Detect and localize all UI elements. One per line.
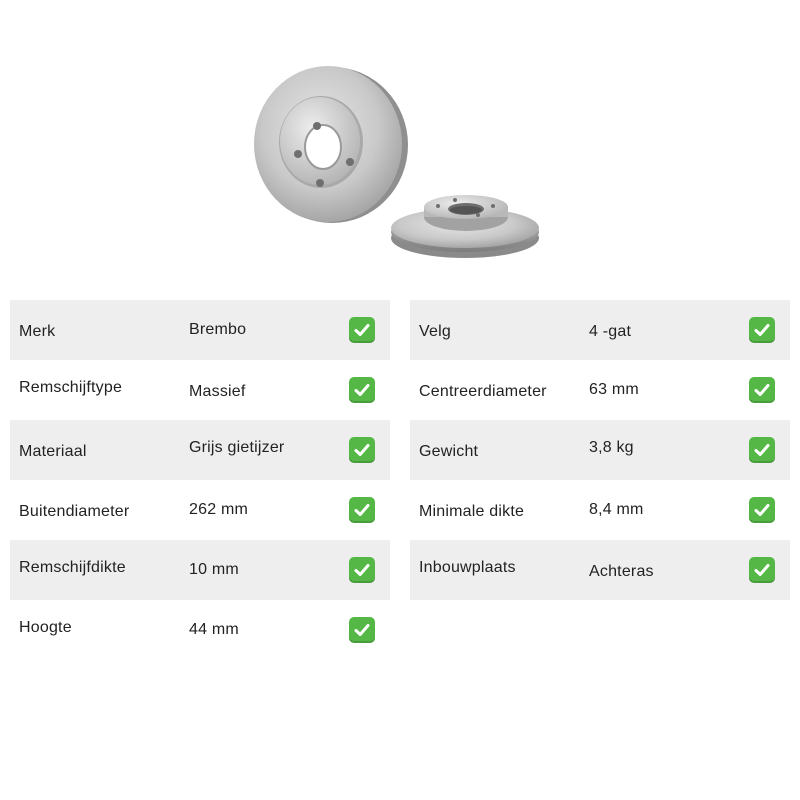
spec-row-inbouwplaats: [410, 540, 790, 600]
spec-label: Materiaal: [19, 443, 87, 460]
spec-label: Inbouwplaats: [419, 559, 516, 576]
spec-label: Remschijftype: [19, 379, 123, 396]
brake-disc-upright: [254, 66, 408, 223]
spec-value: 4 -gat: [589, 323, 632, 340]
spec-row-merk: [10, 300, 390, 360]
check-mark-icon: [349, 617, 375, 643]
spec-label: Centreerdiameter: [419, 383, 547, 400]
brake-disc-product-image: [190, 60, 570, 285]
spec-label: Remschijfdikte: [19, 559, 126, 576]
spec-row-hoogte: [10, 600, 390, 660]
spec-label: Merk: [19, 323, 56, 340]
spec-row-gewicht: [410, 420, 790, 480]
spec-value: Brembo: [189, 321, 247, 338]
spec-value: 262 mm: [189, 501, 248, 518]
check-mark-icon: [349, 437, 375, 463]
spec-value: Massief: [189, 383, 246, 400]
check-mark-icon: [749, 317, 775, 343]
spec-label: Buitendiameter: [19, 503, 130, 520]
spec-row-buitendiameter: [10, 480, 390, 540]
spec-row-velg: [410, 300, 790, 360]
spec-table-left: [10, 300, 390, 660]
spec-row-remschijftype: [10, 360, 390, 420]
check-mark-icon: [749, 377, 775, 403]
spec-row-centreerdiameter: [410, 360, 790, 420]
check-mark-icon: [749, 557, 775, 583]
spec-label: Gewicht: [419, 443, 479, 460]
check-mark-icon: [349, 497, 375, 523]
spec-value: 44 mm: [189, 621, 239, 638]
spec-value: 3,8 kg: [589, 439, 634, 456]
check-mark-icon: [349, 557, 375, 583]
spec-label: Hoogte: [19, 619, 72, 636]
spec-label: Minimale dikte: [419, 503, 525, 520]
spec-value: 8,4 mm: [589, 501, 644, 518]
check-mark-icon: [349, 317, 375, 343]
check-mark-icon: [749, 497, 775, 523]
spec-value: Grijs gietijzer: [189, 439, 285, 456]
spec-row-minimale-dikte: [410, 480, 790, 540]
spec-row-materiaal: [10, 420, 390, 480]
spec-label: Velg: [419, 323, 451, 340]
spec-value: 10 mm: [189, 561, 239, 578]
brake-disc-flat: [391, 195, 539, 258]
check-mark-icon: [349, 377, 375, 403]
spec-value: 63 mm: [589, 381, 639, 398]
spec-row-remschijfdikte: [10, 540, 390, 600]
spec-value: Achteras: [589, 563, 654, 580]
spec-table-right: [410, 300, 790, 600]
check-mark-icon: [749, 437, 775, 463]
